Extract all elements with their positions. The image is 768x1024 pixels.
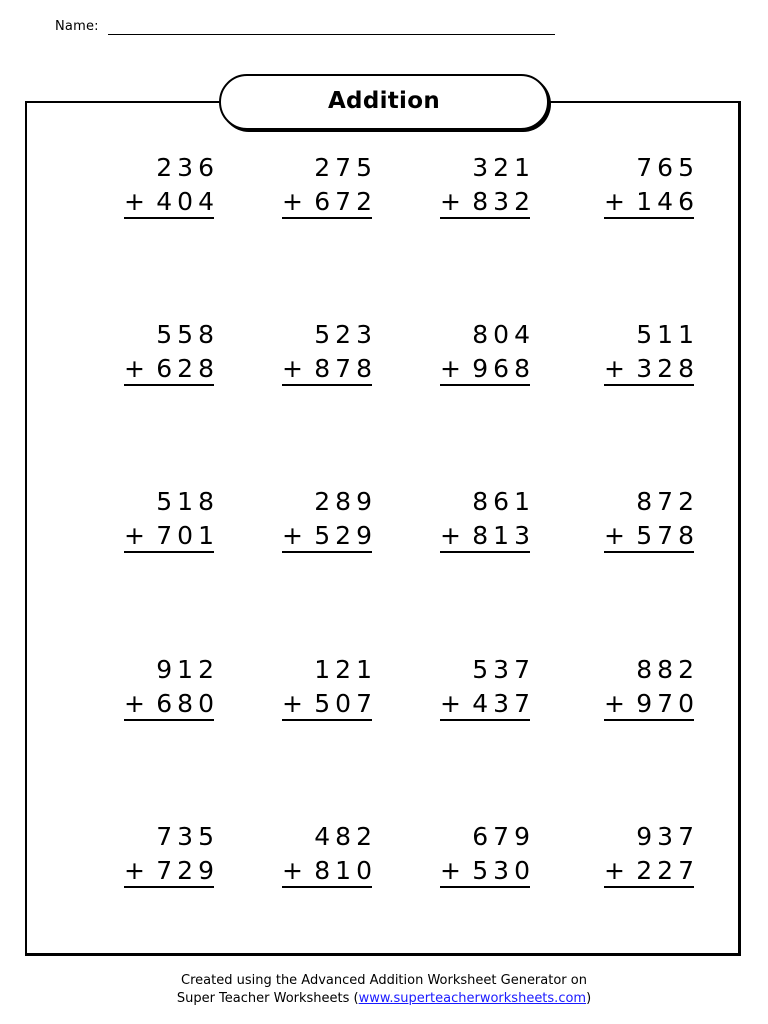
addition-problem [440, 822, 535, 888]
plus-sign: + [440, 521, 466, 550]
addend-top: 861 [472, 487, 535, 516]
addend-bottom: 701 [156, 521, 219, 550]
addition-problem [440, 320, 535, 386]
addition-problem [604, 655, 699, 721]
addend-bottom-row [604, 689, 699, 721]
plus-sign: + [604, 521, 630, 550]
addition-problem [440, 487, 535, 553]
addend-top: 289 [314, 487, 377, 516]
plus-sign: + [124, 521, 150, 550]
plus-sign: + [440, 354, 466, 383]
addition-problem [282, 487, 377, 553]
addition-problem [124, 487, 219, 553]
addition-problem [440, 655, 535, 721]
addition-problem [282, 153, 377, 219]
plus-sign: + [440, 856, 466, 885]
addend-bottom: 328 [636, 354, 699, 383]
addend-bottom-row [440, 354, 535, 386]
addend-top: 523 [314, 320, 377, 349]
plus-sign: + [124, 354, 150, 383]
addend-bottom: 628 [156, 354, 219, 383]
addend-bottom: 146 [636, 187, 699, 216]
addend-bottom: 810 [314, 856, 377, 885]
addend-bottom: 729 [156, 856, 219, 885]
addend-bottom-row [440, 689, 535, 721]
name-input-line[interactable] [108, 34, 555, 35]
addition-problem [282, 655, 377, 721]
plus-sign: + [440, 689, 466, 718]
addend-bottom-row [282, 856, 377, 888]
addend-bottom-row [282, 187, 377, 219]
addend-top: 882 [636, 655, 699, 684]
plus-sign: + [282, 354, 308, 383]
addend-bottom: 968 [472, 354, 535, 383]
footer-link[interactable]: www.superteacherworksheets.com [358, 991, 587, 1006]
addend-top: 321 [472, 153, 535, 182]
plus-sign: + [604, 689, 630, 718]
addend-top: 511 [636, 320, 699, 349]
addend-top: 679 [472, 822, 535, 851]
addend-top: 558 [156, 320, 219, 349]
addition-problem [124, 655, 219, 721]
plus-sign: + [282, 689, 308, 718]
plus-sign: + [440, 187, 466, 216]
addend-top: 518 [156, 487, 219, 516]
addend-top: 872 [636, 487, 699, 516]
addition-problem [604, 487, 699, 553]
addend-bottom: 437 [472, 689, 535, 718]
page-title: Addition [327, 88, 441, 114]
addition-problem [124, 153, 219, 219]
addend-top: 735 [156, 822, 219, 851]
addend-top: 937 [636, 822, 699, 851]
addition-problem [282, 822, 377, 888]
addend-top: 912 [156, 655, 219, 684]
addend-bottom: 507 [314, 689, 377, 718]
plus-sign: + [124, 187, 150, 216]
addend-bottom: 680 [156, 689, 219, 718]
addend-top: 804 [472, 320, 535, 349]
plus-sign: + [604, 187, 630, 216]
addend-top: 121 [314, 655, 377, 684]
addend-bottom-row [604, 856, 699, 888]
addition-problem [604, 153, 699, 219]
footer [0, 972, 768, 1008]
addend-bottom-row [440, 521, 535, 553]
addition-problem [124, 822, 219, 888]
addend-bottom: 529 [314, 521, 377, 550]
addend-bottom-row [282, 689, 377, 721]
addend-top: 765 [636, 153, 699, 182]
addend-bottom: 970 [636, 689, 699, 718]
addend-top: 537 [472, 655, 535, 684]
plus-sign: + [604, 354, 630, 383]
addend-bottom-row [124, 521, 219, 553]
plus-sign: + [282, 856, 308, 885]
footer-line-2-prefix: Super Teacher Worksheets ( [176, 991, 359, 1006]
addend-bottom-row [604, 354, 699, 386]
addend-top: 236 [156, 153, 219, 182]
footer-line-1: Created using the Advanced Addition Worksheet Generator on [181, 973, 587, 988]
addition-problem [282, 320, 377, 386]
addend-bottom-row [124, 856, 219, 888]
addend-bottom: 530 [472, 856, 535, 885]
name-row [55, 17, 555, 39]
addend-bottom: 404 [156, 187, 219, 216]
addend-bottom-row [440, 856, 535, 888]
addition-problem [604, 320, 699, 386]
footer-line-2 [0, 990, 768, 1008]
addend-bottom-row [124, 187, 219, 219]
name-label: Name: [55, 19, 99, 34]
addend-bottom: 878 [314, 354, 377, 383]
addend-bottom-row [604, 521, 699, 553]
addition-problem [604, 822, 699, 888]
addend-bottom-row [282, 354, 377, 386]
addend-bottom: 227 [636, 856, 699, 885]
addend-top: 482 [314, 822, 377, 851]
addition-problem [440, 153, 535, 219]
addend-bottom-row [282, 521, 377, 553]
plus-sign: + [124, 856, 150, 885]
footer-line-2-suffix: ) [586, 991, 592, 1006]
addend-bottom-row [124, 354, 219, 386]
addend-bottom-row [604, 187, 699, 219]
addend-bottom-row [124, 689, 219, 721]
addend-bottom: 672 [314, 187, 377, 216]
plus-sign: + [282, 187, 308, 216]
plus-sign: + [604, 856, 630, 885]
title-banner [219, 74, 549, 130]
addend-bottom: 813 [472, 521, 535, 550]
plus-sign: + [124, 689, 150, 718]
addend-bottom: 832 [472, 187, 535, 216]
addend-top: 275 [314, 153, 377, 182]
addition-problem [124, 320, 219, 386]
addend-bottom-row [440, 187, 535, 219]
addend-bottom: 578 [636, 521, 699, 550]
plus-sign: + [282, 521, 308, 550]
